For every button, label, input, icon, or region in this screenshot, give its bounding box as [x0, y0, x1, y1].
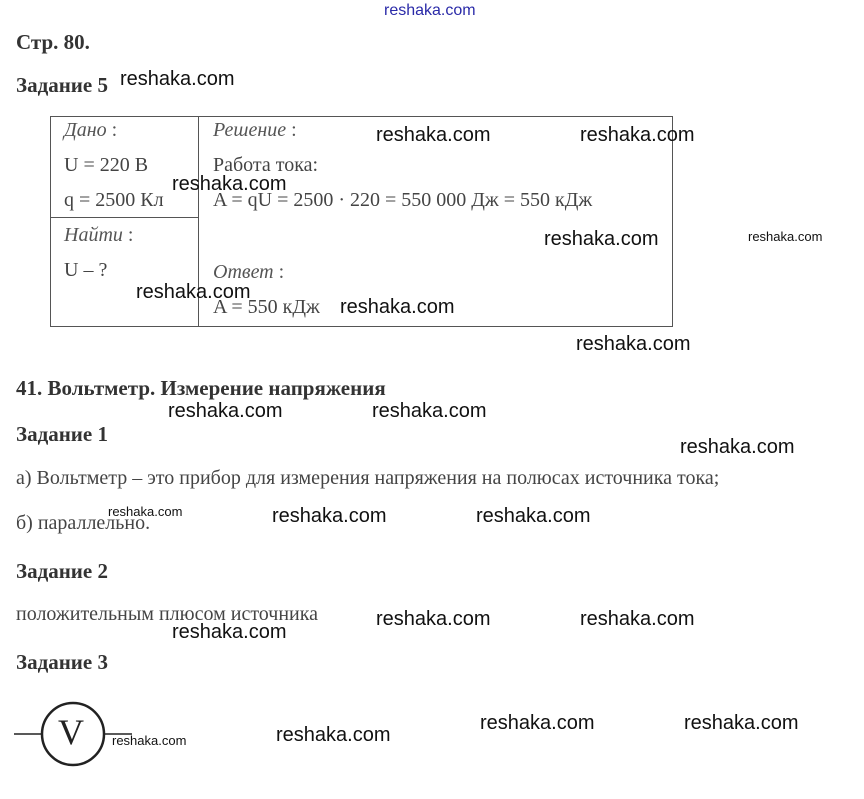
- watermark: reshaka.com: [168, 400, 283, 422]
- watermark: reshaka.com: [112, 733, 187, 748]
- task3-heading: Задание 3: [16, 650, 108, 674]
- watermark: reshaka.com: [680, 436, 795, 458]
- task5-heading: Задание 5: [16, 73, 108, 97]
- answer-label: Ответ :: [213, 261, 285, 283]
- page-ref: Стр. 80.: [16, 30, 90, 54]
- watermark: reshaka.com: [376, 124, 491, 146]
- watermark: reshaka.com: [340, 296, 455, 318]
- watermark: reshaka.com: [276, 724, 391, 746]
- given-label: Дано :: [64, 119, 118, 141]
- work-label: Работа тока:: [213, 154, 319, 176]
- answer-value: A = 550 кДж: [213, 296, 320, 318]
- watermark: reshaka.com: [684, 712, 799, 734]
- watermark: reshaka.com: [376, 608, 491, 630]
- watermark: reshaka.com: [372, 400, 487, 422]
- watermark: reshaka.com: [136, 281, 251, 303]
- task1-heading: Задание 1: [16, 422, 108, 446]
- task1-line-a: а) Вольтметр – это прибор для измерения напряжения на полюсах источника тока;: [16, 467, 720, 489]
- watermark: reshaka.com: [272, 505, 387, 527]
- solution-label: Решение :: [213, 119, 297, 141]
- given-q: q = 2500 Кл: [64, 189, 164, 211]
- watermark: reshaka.com: [580, 124, 695, 146]
- task1-line-b: б) параллельно.: [16, 512, 151, 534]
- watermark-top: reshaka.com: [384, 2, 476, 19]
- watermark: reshaka.com: [480, 712, 595, 734]
- watermark: reshaka.com: [120, 68, 235, 90]
- watermark: reshaka.com: [172, 173, 287, 195]
- section-title: 41. Вольтметр. Измерение напряжения: [16, 376, 386, 400]
- watermark: reshaka.com: [580, 608, 695, 630]
- work-formula: A = qU = 2500 · 220 = 550 000 Дж = 550 кДж: [213, 189, 593, 211]
- voltmeter-letter: V: [58, 712, 84, 752]
- task2-heading: Задание 2: [16, 559, 108, 583]
- find-u: U – ?: [64, 259, 108, 281]
- watermark: reshaka.com: [748, 229, 823, 244]
- watermark: reshaka.com: [108, 504, 183, 519]
- given-u: U = 220 В: [64, 154, 149, 176]
- watermark: reshaka.com: [476, 505, 591, 527]
- find-label: Найти :: [64, 224, 134, 246]
- watermark: reshaka.com: [544, 228, 659, 250]
- watermark: reshaka.com: [172, 621, 287, 643]
- watermark: reshaka.com: [576, 333, 691, 355]
- task2-text: положительным плюсом источника: [16, 603, 319, 625]
